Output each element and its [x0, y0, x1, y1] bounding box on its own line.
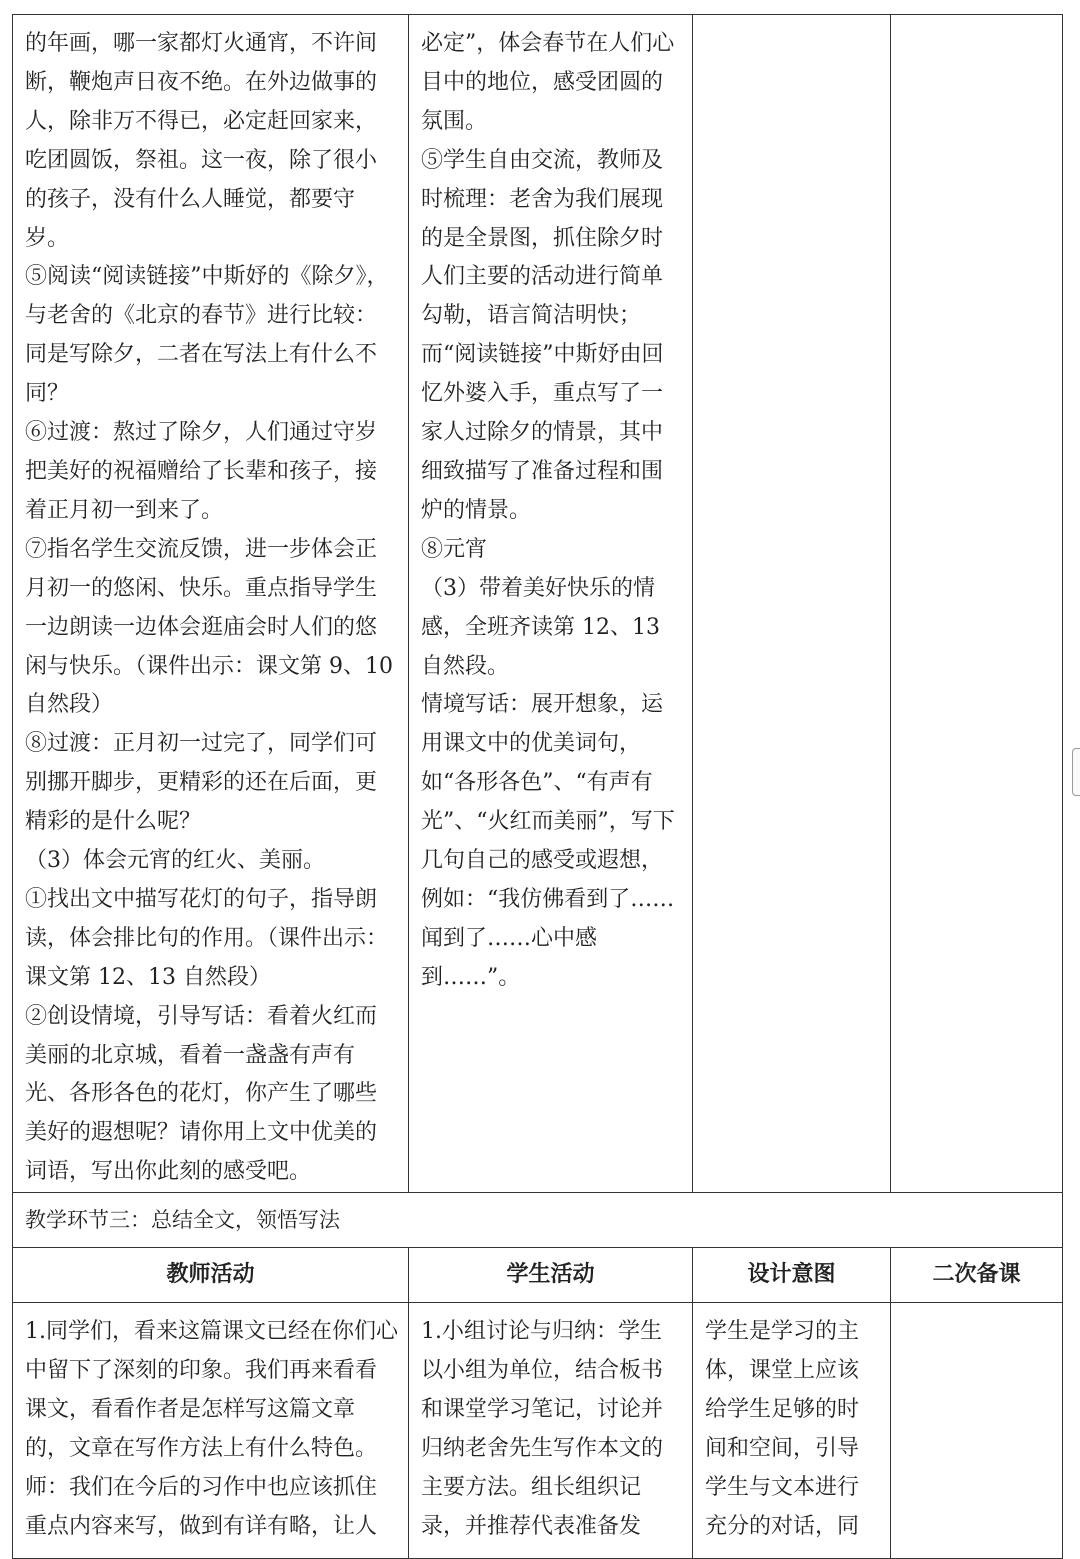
- teacher-activity-cell[interactable]: [13, 1303, 409, 1559]
- teacher-paragraph: ①找出文中描写花灯的句子，指导朗读，体会排比句的作用。（课件出示：课文第 12、13 自然段）: [25, 886, 389, 990]
- design-intent-cell[interactable]: [693, 15, 891, 1193]
- student-paragraph: 情境写话：展开想象，运用课文中的优美词句，如“各形各色”、“有声有光”、“火红而美丽”，写下几句自己的感受或遐想，例如：“我仿佛看到了……闻到了……心中感到……”。: [421, 692, 675, 990]
- teacher-paragraph: ⑤阅读“阅读链接”中斯妤的《除夕》，与老舍的《北京的春节》进行比较：同是写除夕，二者在写法上有什么不同？: [25, 264, 389, 407]
- teacher-paragraph: ⑥过渡：熬过了除夕，人们通过守岁把美好的祝福赠给了长辈和孩子，接着正月初一到来了。: [25, 420, 378, 523]
- second-prep-text: [891, 15, 1062, 25]
- design-intent-text: 学生是学习的主体，课堂上应该给学生足够的时间和空间，引导学生与文本进行充分的对话，同: [705, 1319, 860, 1539]
- section-row: [13, 1193, 1063, 1248]
- student-activity-text: 1.小组讨论与归纳：学生以小组为单位，结合板书和课堂学习笔记，讨论并归纳老舍先生写作本文的主要方法。组长组织记录，并推荐代表准备发: [421, 1319, 664, 1539]
- student-paragraph: ⑧元宵: [421, 536, 488, 562]
- header-student-cell: [409, 1248, 693, 1303]
- teacher-paragraph: 的年画，哪一家都灯火通宵，不许间断，鞭炮声日夜不绝。在外边做事的人，除非万不得已，必定赶回家来，吃团圆饭，祭祖。这一夜，除了很小的孩子，没有什么人睡觉，都要守岁。: [25, 31, 378, 251]
- teacher-paragraph: （3）体会元宵的红火、美丽。: [25, 848, 325, 874]
- activity-row: [13, 1303, 1063, 1559]
- second-prep-text: [891, 1303, 1062, 1313]
- teacher-paragraph: ⑧过渡：正月初一过完了，同学们可别挪开脚步，更精彩的还在后面，更精彩的是什么呢？: [25, 731, 378, 835]
- student-activity-cell[interactable]: [409, 15, 693, 1193]
- student-paragraph: ⑤学生自由交流，教师及时梳理：老舍为我们展现的是全景图，抓住除夕时人们主要的活动进行简单勾勒，语言简洁明快；而“阅读链接”中斯妤由回忆外婆入手，重点写了一家人过除夕的情景，其中细致描写了准备过程和围炉的情景。: [421, 147, 664, 523]
- teacher-paragraph: ⑦指名学生交流反馈，进一步体会正月初一的悠闲、快乐。重点指导学生一边朗读一边体会逛庙会时人们的悠闲与快乐。（课件出示：课文第 9、10 自然段）: [25, 536, 393, 718]
- section-title: 教学环节三：总结全文，领悟写法: [25, 1208, 340, 1233]
- second-prep-cell[interactable]: [891, 15, 1063, 1193]
- section-title-cell: [13, 1193, 1063, 1248]
- teacher-activity-text: 1.同学们，看来这篇课文已经在你们心中留下了深刻的印象。我们再来看看课文，看看作者是怎样写这篇文章的，文章在写作方法上有什么特色。师：我们在今后的习作中也应该抓住重点内容来写，做到有详有略，让人: [25, 1319, 398, 1539]
- side-scroll-tab[interactable]: [1072, 748, 1080, 796]
- header-second-prep-cell: [891, 1248, 1063, 1303]
- header-teacher-cell: [13, 1248, 409, 1303]
- column-header-row: [13, 1248, 1063, 1303]
- header-student-activity: 学生活动: [506, 1262, 595, 1288]
- activity-row-continued: [13, 15, 1063, 1193]
- header-teacher-activity: 教师活动: [166, 1262, 255, 1288]
- header-second-prep: 二次备课: [932, 1262, 1021, 1288]
- teacher-paragraph: ②创设情境，引导写话：看着火红而美丽的北京城，看着一盏盏有声有光、各形各色的花灯，你产生了哪些美好的遐想呢？请你用上文中优美的词语，写出你此刻的感受吧。: [25, 1003, 378, 1185]
- design-intent-text: [693, 15, 890, 25]
- design-intent-cell[interactable]: [693, 1303, 891, 1559]
- student-activity-cell[interactable]: [409, 1303, 693, 1559]
- teacher-activity-cell[interactable]: [13, 15, 409, 1193]
- lesson-plan-table: [12, 14, 1063, 1559]
- student-paragraph: （3）带着美好快乐的情感，全班齐读第 12、13 自然段。: [421, 575, 660, 679]
- second-prep-cell[interactable]: [891, 1303, 1063, 1559]
- header-design-cell: [693, 1248, 891, 1303]
- student-paragraph: 必定”，体会春节在人们心目中的地位，感受团圆的氛围。: [421, 31, 675, 134]
- header-design-intent: 设计意图: [747, 1262, 836, 1288]
